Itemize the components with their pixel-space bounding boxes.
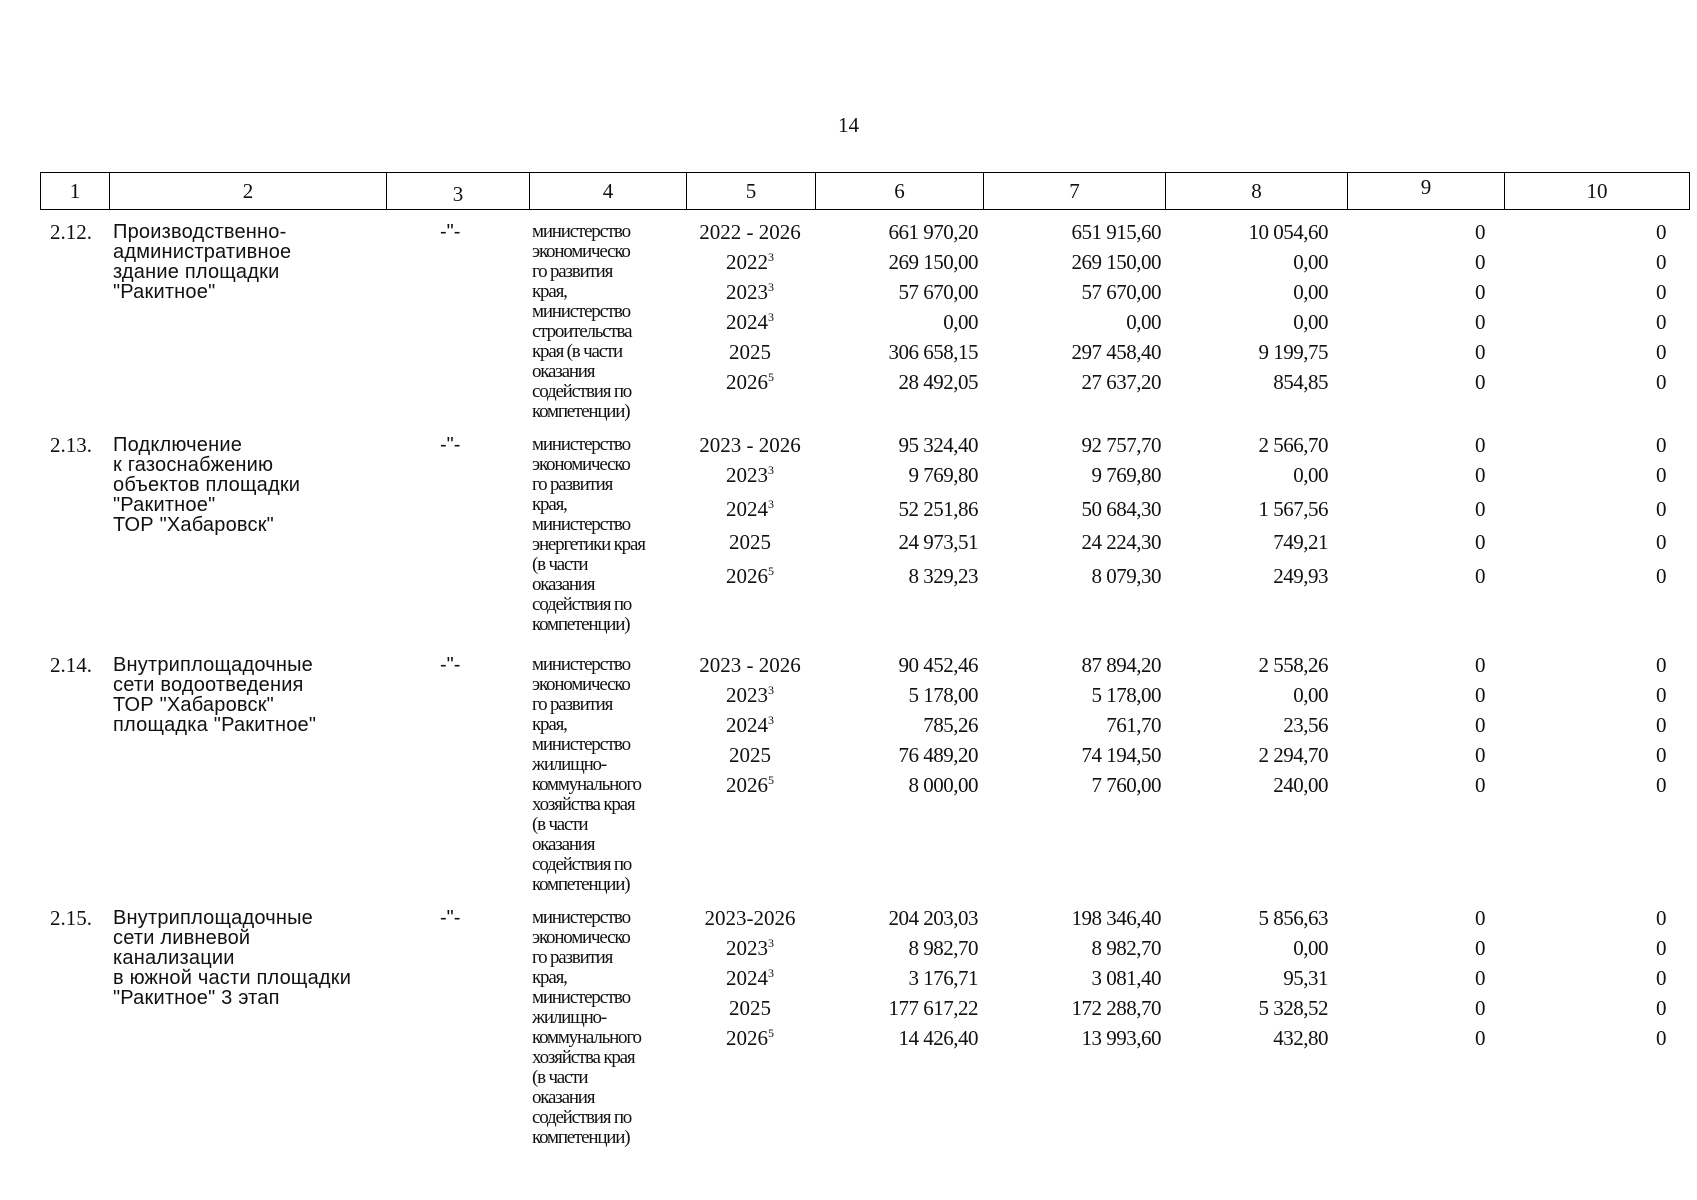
period-year [680, 566, 820, 586]
period-year [680, 282, 820, 302]
cell-c7: 198 346,40 [1071, 906, 1161, 930]
period-year [680, 775, 820, 795]
cell-c8: 0,00 [1293, 310, 1328, 334]
footnote-mark: 5 [768, 1026, 774, 1040]
cell-c9: 0 [1475, 713, 1485, 737]
cell-c9: 0 [1475, 773, 1485, 797]
period-year [680, 1028, 820, 1048]
cell-c9: 0 [1475, 280, 1485, 304]
row-ditto: -"- [440, 654, 461, 676]
period-year-text: 2022 - 2026 [699, 220, 801, 244]
period-year [680, 222, 820, 242]
cell-c9: 0 [1475, 310, 1485, 334]
cell-c7: 50 684,30 [1081, 497, 1161, 521]
cell-c8: 749,21 [1273, 530, 1328, 554]
period-year-text: 2025 [729, 996, 771, 1020]
cell-c7: 74 194,50 [1081, 743, 1161, 767]
row-executor: министерство экономическо го развития края, министерство жилищно- коммунального хозяйства края (в части оказания содействия по компетенции) [532, 907, 641, 1148]
header-col-6: 6 [815, 173, 983, 209]
cell-c7: 9 769,80 [1091, 463, 1161, 487]
cell-c10: 0 [1656, 530, 1666, 554]
row-number: 2.13. [50, 433, 92, 457]
cell-c8: 2 566,70 [1258, 433, 1328, 457]
row-ditto: -"- [440, 221, 461, 243]
header-col-5: 5 [686, 173, 815, 209]
period-year-text: 2025 [729, 743, 771, 767]
period-year-text: 2025 [729, 340, 771, 364]
cell-c6: 9 769,80 [908, 463, 978, 487]
header-col-10: 10 [1504, 173, 1689, 209]
cell-c6: 204 203,03 [888, 906, 978, 930]
cell-c6: 661 970,20 [888, 220, 978, 244]
cell-c7: 172 288,70 [1071, 996, 1161, 1020]
cell-c6: 28 492,05 [898, 370, 978, 394]
period-year-text: 2024 [726, 713, 768, 737]
period-year-text: 2026 [726, 1026, 768, 1050]
row-name: Подключение к газоснабжению объектов площадки "Ракитное" ТОР "Хабаровск" [113, 434, 301, 536]
period-year-text: 2022 [726, 250, 768, 274]
cell-c6: 8 982,70 [908, 936, 978, 960]
period-year [680, 745, 820, 765]
cell-c8: 9 199,75 [1258, 340, 1328, 364]
cell-c10: 0 [1656, 310, 1666, 334]
cell-c8: 432,80 [1273, 1026, 1328, 1050]
footnote-mark: 3 [768, 713, 774, 727]
header-col-8: 8 [1165, 173, 1347, 209]
footnote-mark: 3 [768, 463, 774, 477]
cell-c9: 0 [1475, 340, 1485, 364]
cell-c10: 0 [1656, 906, 1666, 930]
cell-c10: 0 [1656, 936, 1666, 960]
period-year-text: 2026 [726, 773, 768, 797]
cell-c9: 0 [1475, 564, 1485, 588]
cell-c7: 27 637,20 [1081, 370, 1161, 394]
footnote-mark: 3 [768, 936, 774, 950]
period-year-text: 2023-2026 [704, 906, 796, 930]
cell-c10: 0 [1656, 1026, 1666, 1050]
cell-c7: 8 982,70 [1091, 936, 1161, 960]
cell-c6: 3 176,71 [908, 966, 978, 990]
period-year-text: 2023 [726, 463, 768, 487]
cell-c10: 0 [1656, 564, 1666, 588]
period-year [680, 312, 820, 332]
cell-c6: 269 150,00 [888, 250, 978, 274]
cell-c6: 24 973,51 [898, 530, 978, 554]
cell-c6: 76 489,20 [898, 743, 978, 767]
cell-c8: 240,00 [1273, 773, 1328, 797]
cell-c8: 1 567,56 [1258, 497, 1328, 521]
period-year-text: 2024 [726, 966, 768, 990]
cell-c7: 3 081,40 [1091, 966, 1161, 990]
cell-c8: 0,00 [1293, 683, 1328, 707]
cell-c7: 5 178,00 [1091, 683, 1161, 707]
footnote-mark: 5 [768, 370, 774, 384]
cell-c9: 0 [1475, 1026, 1485, 1050]
header-col-9: 9 [1347, 173, 1504, 209]
footnote-mark: 3 [768, 497, 774, 511]
cell-c8: 0,00 [1293, 280, 1328, 304]
cell-c7: 269 150,00 [1071, 250, 1161, 274]
cell-c6: 90 452,46 [898, 653, 978, 677]
cell-c6: 306 658,15 [888, 340, 978, 364]
period-year [680, 372, 820, 392]
page-number: 14 [838, 113, 859, 137]
row-ditto: -"- [440, 434, 461, 456]
cell-c9: 0 [1475, 220, 1485, 244]
cell-c8: 2 558,26 [1258, 653, 1328, 677]
footnote-mark: 3 [768, 966, 774, 980]
period-year-text: 2023 - 2026 [699, 433, 801, 457]
cell-c9: 0 [1475, 433, 1485, 457]
cell-c9: 0 [1475, 966, 1485, 990]
period-year [680, 342, 820, 362]
cell-c7: 7 760,00 [1091, 773, 1161, 797]
cell-c9: 0 [1475, 250, 1485, 274]
row-executor: министерство экономическо го развития края, министерство энергетики края (в части оказания содействия по компетенции) [532, 434, 645, 635]
cell-c10: 0 [1656, 773, 1666, 797]
cell-c10: 0 [1656, 433, 1666, 457]
cell-c6: 8 000,00 [908, 773, 978, 797]
cell-c8: 0,00 [1293, 250, 1328, 274]
cell-c7: 651 915,60 [1071, 220, 1161, 244]
cell-c8: 10 054,60 [1248, 220, 1328, 244]
cell-c8: 0,00 [1293, 463, 1328, 487]
footnote-mark: 3 [768, 250, 774, 264]
period-year-text: 2024 [726, 497, 768, 521]
footnote-mark: 3 [768, 280, 774, 294]
cell-c9: 0 [1475, 653, 1485, 677]
period-year [680, 938, 820, 958]
period-year-text: 2026 [726, 564, 768, 588]
row-name: Внутриплощадочные сети ливневой канализации в южной части площадки "Ракитное" 3 этап [113, 907, 352, 1009]
cell-c6: 5 178,00 [908, 683, 978, 707]
header-col-3: 3 [386, 173, 529, 209]
period-year [680, 532, 820, 552]
cell-c10: 0 [1656, 683, 1666, 707]
footnote-mark: 3 [768, 683, 774, 697]
header-col-1: 1 [69, 179, 81, 203]
cell-c9: 0 [1475, 530, 1485, 554]
cell-c10: 0 [1656, 996, 1666, 1020]
period-year [680, 715, 820, 735]
cell-c9: 0 [1475, 683, 1485, 707]
row-executor: министерство экономическо го развития края, министерство жилищно- коммунального хозяйства края (в части оказания содействия по компетенции) [532, 654, 641, 895]
header-col-2: 2 [109, 173, 386, 209]
cell-c10: 0 [1656, 497, 1666, 521]
cell-c9: 0 [1475, 906, 1485, 930]
row-name: Внутриплощадочные сети водоотведения ТОР "Хабаровск" площадка "Ракитное" [113, 654, 317, 736]
cell-c8: 5 856,63 [1258, 906, 1328, 930]
cell-c6: 57 670,00 [898, 280, 978, 304]
cell-c10: 0 [1656, 220, 1666, 244]
period-year [680, 998, 820, 1018]
period-year [680, 908, 820, 928]
footnote-mark: 5 [768, 564, 774, 578]
cell-c10: 0 [1656, 280, 1666, 304]
cell-c7: 8 079,30 [1091, 564, 1161, 588]
period-year-text: 2023 [726, 936, 768, 960]
period-year [680, 685, 820, 705]
cell-c6: 177 617,22 [888, 996, 978, 1020]
period-year-text: 2023 [726, 683, 768, 707]
row-ditto: -"- [440, 907, 461, 929]
period-year [680, 252, 820, 272]
cell-c7: 13 993,60 [1081, 1026, 1161, 1050]
period-year-text: 2024 [726, 310, 768, 334]
footnote-mark: 3 [768, 310, 774, 324]
cell-c9: 0 [1475, 936, 1485, 960]
row-number: 2.15. [50, 906, 92, 930]
period-year-text: 2023 - 2026 [699, 653, 801, 677]
cell-c10: 0 [1656, 340, 1666, 364]
cell-c7: 57 670,00 [1081, 280, 1161, 304]
period-year-text: 2023 [726, 280, 768, 304]
period-year [680, 499, 820, 519]
cell-c6: 14 426,40 [898, 1026, 978, 1050]
cell-c6: 95 324,40 [898, 433, 978, 457]
cell-c8: 2 294,70 [1258, 743, 1328, 767]
period-year [680, 968, 820, 988]
cell-c8: 249,93 [1273, 564, 1328, 588]
cell-c8: 0,00 [1293, 936, 1328, 960]
cell-c8: 5 328,52 [1258, 996, 1328, 1020]
period-year-text: 2025 [729, 530, 771, 554]
row-executor: министерство экономическо го развития края, министерство строительства края (в части оказания содействия по компетенции) [532, 221, 632, 422]
cell-c7: 297 458,40 [1071, 340, 1161, 364]
cell-c10: 0 [1656, 743, 1666, 767]
cell-c8: 854,85 [1273, 370, 1328, 394]
cell-c10: 0 [1656, 966, 1666, 990]
cell-c10: 0 [1656, 250, 1666, 274]
period-year [680, 435, 820, 455]
cell-c7: 24 224,30 [1081, 530, 1161, 554]
row-name: Производственно- административное здание площадки "Ракитное" [113, 221, 292, 303]
cell-c10: 0 [1656, 713, 1666, 737]
table-header [40, 172, 1690, 210]
cell-c6: 8 329,23 [908, 564, 978, 588]
period-year [680, 655, 820, 675]
cell-c9: 0 [1475, 743, 1485, 767]
header-col-4: 4 [529, 173, 686, 209]
cell-c10: 0 [1656, 370, 1666, 394]
header-col-7: 7 [983, 173, 1165, 209]
footnote-mark: 5 [768, 773, 774, 787]
cell-c7: 0,00 [1126, 310, 1161, 334]
cell-c9: 0 [1475, 497, 1485, 521]
cell-c9: 0 [1475, 996, 1485, 1020]
cell-c7: 761,70 [1106, 713, 1161, 737]
cell-c8: 95,31 [1283, 966, 1328, 990]
cell-c6: 785,26 [923, 713, 978, 737]
cell-c7: 92 757,70 [1081, 433, 1161, 457]
row-number: 2.14. [50, 653, 92, 677]
cell-c7: 87 894,20 [1081, 653, 1161, 677]
cell-c10: 0 [1656, 653, 1666, 677]
cell-c9: 0 [1475, 463, 1485, 487]
cell-c6: 0,00 [943, 310, 978, 334]
cell-c6: 52 251,86 [898, 497, 978, 521]
cell-c10: 0 [1656, 463, 1666, 487]
cell-c9: 0 [1475, 370, 1485, 394]
period-year [680, 465, 820, 485]
period-year-text: 2026 [726, 370, 768, 394]
cell-c8: 23,56 [1283, 713, 1328, 737]
row-number: 2.12. [50, 220, 92, 244]
